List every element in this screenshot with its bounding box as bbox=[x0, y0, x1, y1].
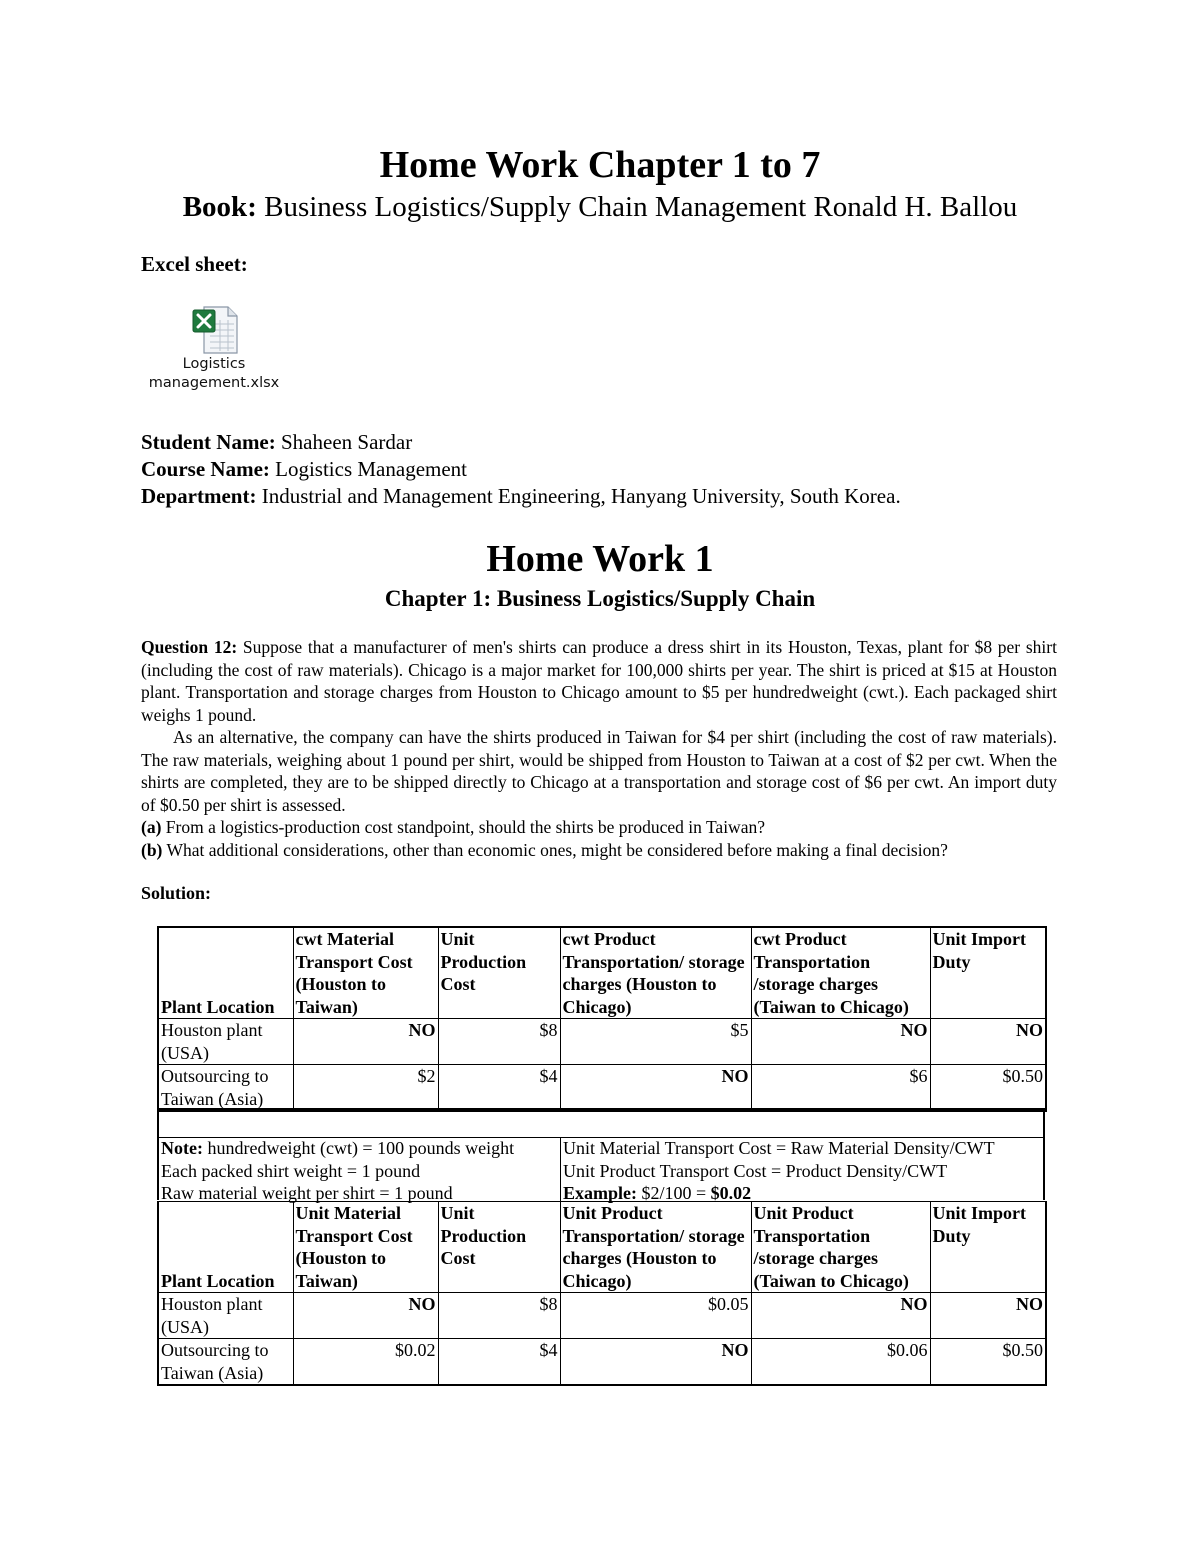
excel-file-icon[interactable] bbox=[190, 304, 242, 356]
part-a-text: From a logistics-production cost standpoint, should the shirts be produced in Taiwan? bbox=[165, 817, 765, 837]
part-a bbox=[141, 816, 1057, 839]
column-header: cwt Product Transportation/ storage charges (Houston to Chicago) bbox=[560, 927, 751, 1019]
question-text-1: Suppose that a manufacturer of men's shirts can produce a dress shirt in its Houston, Texas, plant for $8 per shirt (including the cost of raw materials). Chicago is a major market for 100,000 shirts per year. The shirt is priced at $15 at Houston plant. Transportation and storage charges from Houston to Chicago amount to $5 per hundredweight (cwt.). Each packaged shirt weighs 1 pound. bbox=[141, 637, 1057, 725]
chapter-title: Chapter 1: Business Logistics/Supply Chain bbox=[384, 586, 816, 611]
book-value: Business Logistics/Supply Chain Management Ronald H. Ballou bbox=[264, 191, 1018, 223]
course-name-line bbox=[141, 456, 467, 483]
question-block bbox=[141, 636, 1057, 861]
table-cell: $6 bbox=[751, 1065, 930, 1112]
question-paragraph-2: As an alternative, the company can have the shirts produced in Taiwan for $4 per shirt (including the cost of raw materials). The raw materials, weighing about 1 pound per shirt, would be shipped from Houston to Taiwan at a cost of $2 per cwt. When the shirts are completed, they are to be shipped directly to Chicago at a transportation and storage cost of $6 per cwt. An import duty of $0.50 per shirt is assessed. bbox=[141, 727, 1057, 815]
note-text: hundredweight (cwt) = 100 pounds weight bbox=[207, 1138, 515, 1158]
department-value: Industrial and Management Engineering, Hanyang University, South Korea. bbox=[261, 484, 901, 508]
table-cell: NO bbox=[930, 1293, 1046, 1339]
note-left bbox=[161, 1137, 559, 1205]
book-label: Book: bbox=[182, 191, 257, 223]
column-header: Unit Import Duty bbox=[930, 927, 1046, 1019]
column-header: cwt Product Transportation /storage charges (Taiwan to Chicago) bbox=[751, 927, 930, 1019]
note-right bbox=[563, 1137, 1043, 1205]
book-line bbox=[0, 190, 1200, 224]
table-cell: $0.02 bbox=[293, 1339, 438, 1386]
column-header: Unit Material Transport Cost (Houston to Taiwan) bbox=[293, 1202, 438, 1293]
table-cell: Houston plant (USA) bbox=[158, 1293, 293, 1339]
formula-line-1: Unit Material Transport Cost = Raw Material Density/CWT bbox=[563, 1138, 995, 1158]
table-header-row bbox=[158, 927, 1046, 1019]
note-line-1 bbox=[161, 1137, 559, 1160]
example-text: $2/100 = bbox=[641, 1183, 707, 1203]
part-a-label: (a) bbox=[141, 817, 162, 837]
cwt-cost-table bbox=[157, 926, 1047, 1112]
column-header: cwt Material Transport Cost (Houston to Taiwan) bbox=[293, 927, 438, 1019]
note-label: Note: bbox=[161, 1138, 203, 1158]
question-label: Question 12: bbox=[141, 637, 238, 657]
column-header: Unit Production Cost bbox=[438, 927, 560, 1019]
table-cell: $4 bbox=[438, 1339, 560, 1386]
column-header: Plant Location bbox=[158, 1202, 293, 1293]
student-name-line bbox=[141, 429, 412, 456]
table-cell: $4 bbox=[438, 1065, 560, 1112]
student-name-value: Shaheen Sardar bbox=[281, 430, 413, 454]
formula-line-2: Unit Product Transport Cost = Product Density/CWT bbox=[563, 1160, 948, 1181]
table-cell: $0.06 bbox=[751, 1339, 930, 1386]
table-cell: $2 bbox=[293, 1065, 438, 1112]
table-cell: $8 bbox=[438, 1019, 560, 1065]
department-label: Department: bbox=[141, 484, 257, 508]
excel-sheet-label: Excel sheet: bbox=[141, 252, 248, 276]
table-cell: Outsourcing to Taiwan (Asia) bbox=[158, 1339, 293, 1386]
table-cell: NO bbox=[560, 1339, 751, 1386]
table-cell: Outsourcing to Taiwan (Asia) bbox=[158, 1065, 293, 1112]
table-row bbox=[158, 1339, 1046, 1386]
table-row bbox=[158, 1065, 1046, 1112]
department-line bbox=[141, 483, 901, 510]
example-label: Example: bbox=[563, 1183, 637, 1203]
table-cell: $0.05 bbox=[560, 1293, 751, 1339]
column-header: Unit Product Transportation /storage charges (Taiwan to Chicago) bbox=[751, 1202, 930, 1293]
solution-label: Solution: bbox=[141, 883, 212, 903]
table-cell: NO bbox=[293, 1019, 438, 1065]
table-cell: NO bbox=[751, 1293, 930, 1339]
note-line-3: Raw material weight per shirt = 1 pound bbox=[161, 1183, 453, 1203]
column-header: Unit Import Duty bbox=[930, 1202, 1046, 1293]
blank-row bbox=[159, 1110, 1043, 1138]
table-cell: NO bbox=[930, 1019, 1046, 1065]
question-paragraph-1 bbox=[141, 636, 1057, 726]
table-cell: Houston plant (USA) bbox=[158, 1019, 293, 1065]
document-title: Home Work Chapter 1 to 7 bbox=[379, 144, 821, 186]
table-row bbox=[158, 1293, 1046, 1339]
table-cell: $0.50 bbox=[930, 1339, 1046, 1386]
part-b bbox=[141, 839, 1057, 862]
file-name-line1: Logistics bbox=[182, 356, 246, 372]
table-cell: $5 bbox=[560, 1019, 751, 1065]
course-name-value: Logistics Management bbox=[275, 457, 468, 481]
excel-file-name[interactable] bbox=[140, 355, 288, 393]
student-name-label: Student Name: bbox=[141, 430, 276, 454]
table-cell: NO bbox=[293, 1293, 438, 1339]
notes-divider bbox=[560, 1137, 561, 1202]
table-cell: $8 bbox=[438, 1293, 560, 1339]
table-header-row bbox=[158, 1202, 1046, 1293]
course-name-label: Course Name: bbox=[141, 457, 270, 481]
table-row bbox=[158, 1019, 1046, 1065]
unit-cost-table bbox=[157, 1201, 1047, 1386]
table-cell: NO bbox=[751, 1019, 930, 1065]
notes-block bbox=[157, 1108, 1045, 1203]
part-b-label: (b) bbox=[141, 839, 163, 860]
column-header: Unit Production Cost bbox=[438, 1202, 560, 1293]
table-cell: $0.50 bbox=[930, 1065, 1046, 1112]
example-result: $0.02 bbox=[710, 1183, 752, 1203]
column-header: Unit Product Transportation/ storage charges (Houston to Chicago) bbox=[560, 1202, 751, 1293]
file-name-line2: management.xlsx bbox=[148, 375, 280, 391]
homework-title: Home Work 1 bbox=[486, 538, 714, 580]
column-header: Plant Location bbox=[158, 927, 293, 1019]
part-b-text: What additional considerations, other than economic ones, might be considered before making a final decision? bbox=[166, 839, 948, 860]
note-line-2: Each packed shirt weight = 1 pound bbox=[161, 1160, 421, 1181]
table-cell: NO bbox=[560, 1065, 751, 1112]
